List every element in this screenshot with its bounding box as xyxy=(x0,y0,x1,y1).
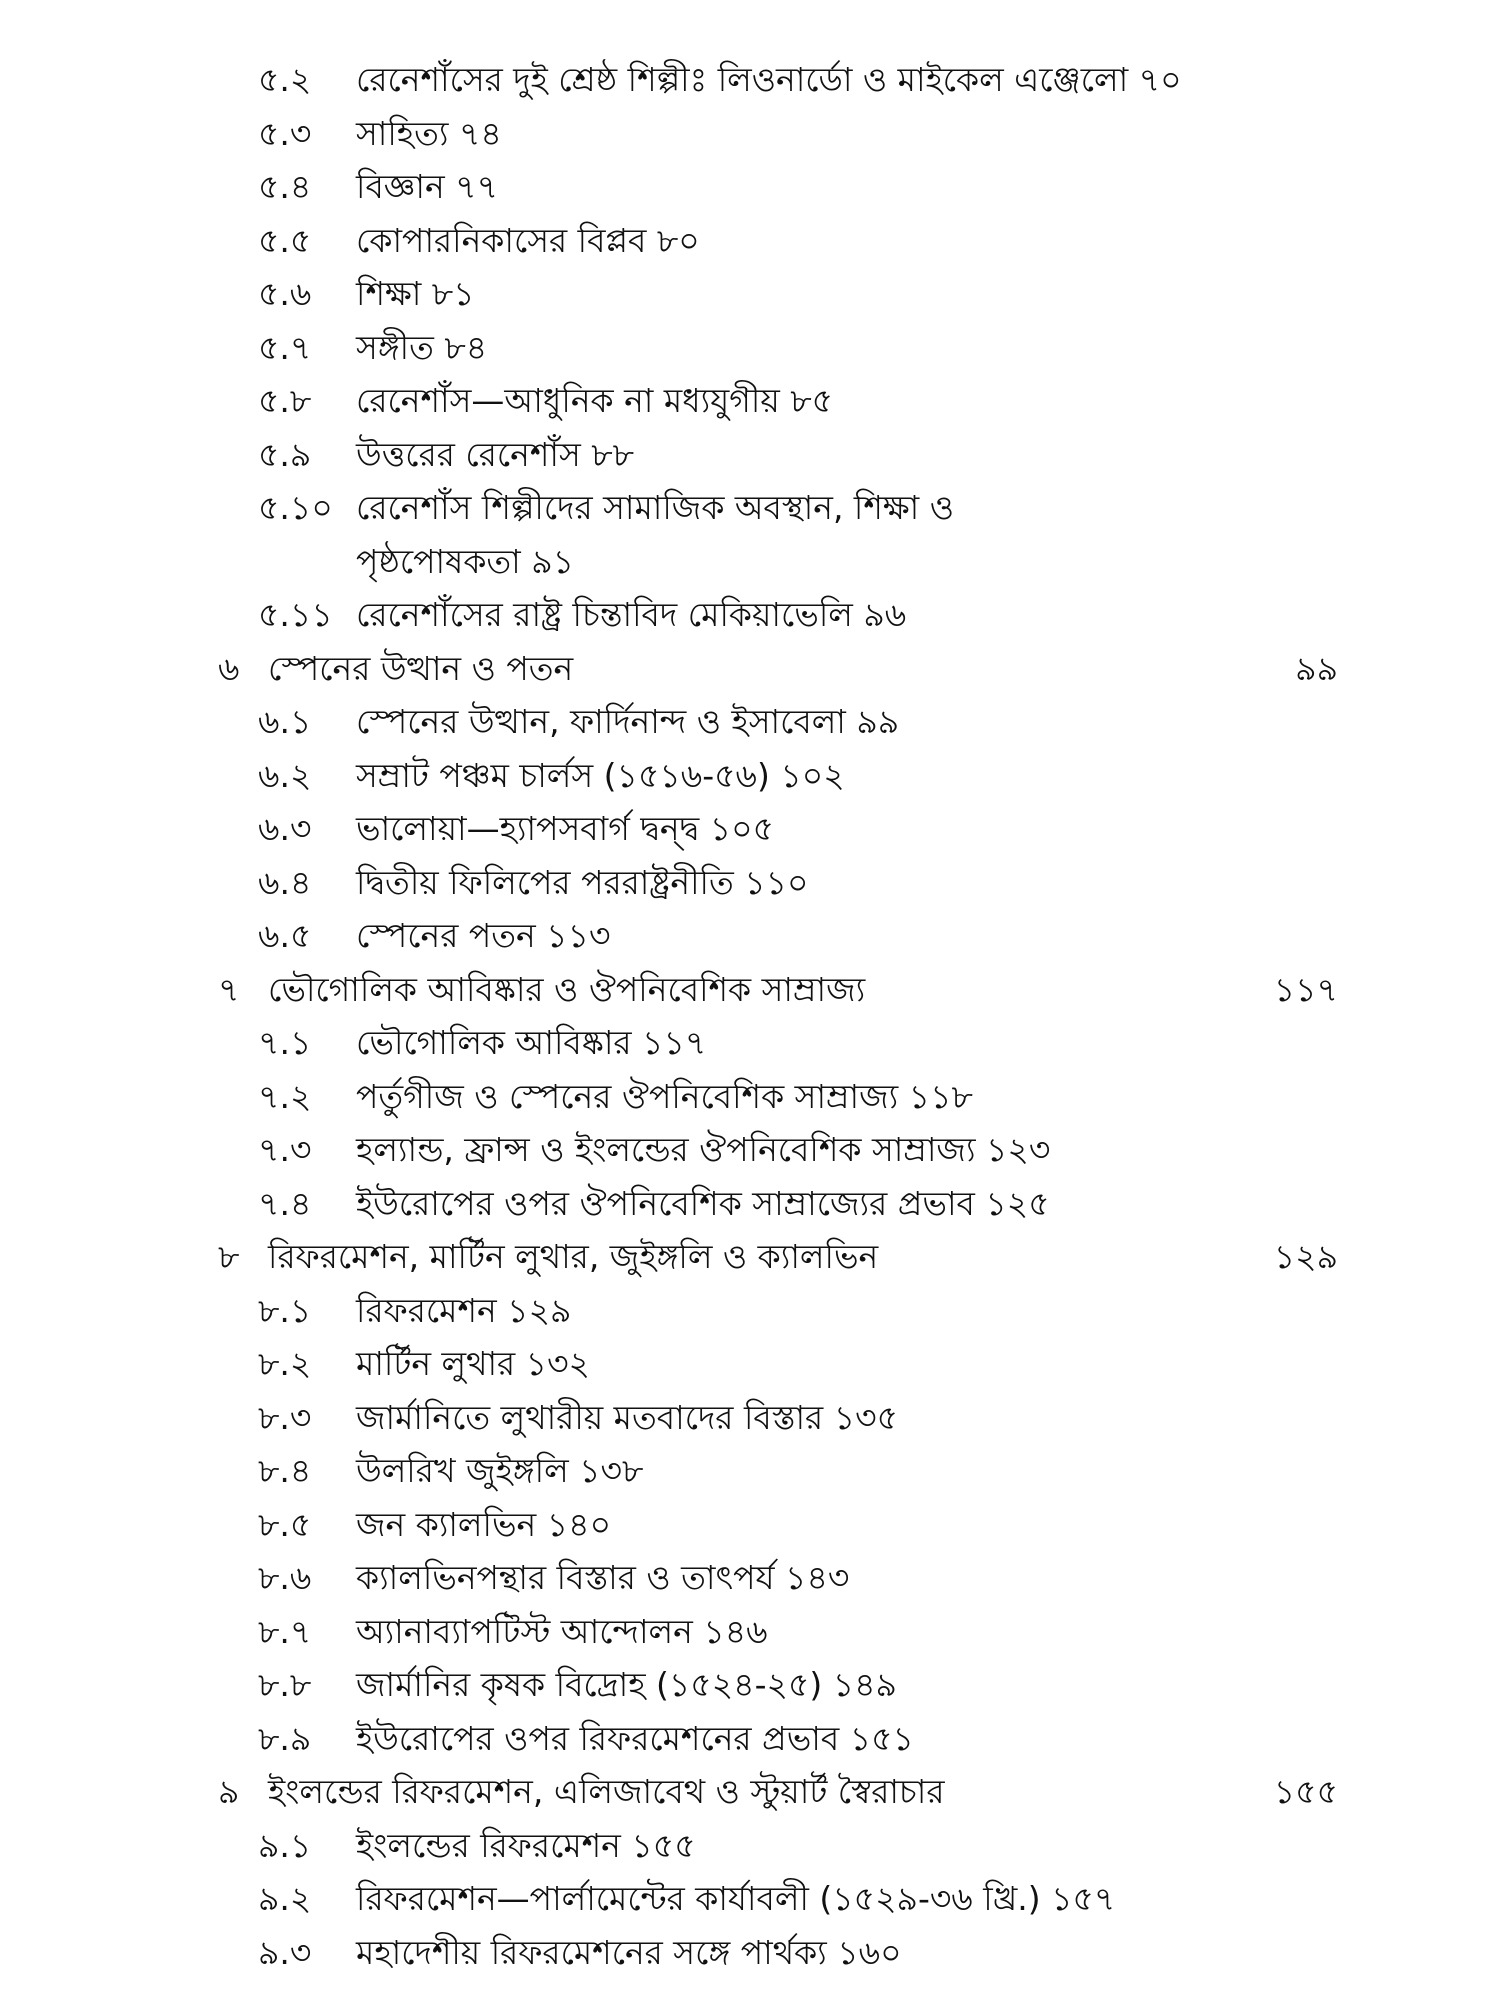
chapter-title: ইংলন্ডের রিফরমেশন, এলিজাবেথ ও স্টুয়ার্ট স্বৈরাচার xyxy=(268,1772,945,1811)
section-number: ৮.২ xyxy=(258,1344,312,1383)
section-number: ৮.৪ xyxy=(258,1451,312,1490)
section-title: শিক্ষা ৮১ xyxy=(356,274,475,313)
section-number: ৮.৫ xyxy=(258,1504,312,1544)
section-title: রেনেশাঁসের দুই শ্রেষ্ঠ শিল্পীঃ লিওনার্ডো ও মাইকেল এঞ্জেলো ৭০ xyxy=(356,60,1182,99)
section-number: ৫.৫ xyxy=(258,220,312,260)
chapter-number: ৭ xyxy=(218,969,240,1009)
section-title: পৃষ্ঠপোষকতা ৯১ xyxy=(356,541,575,581)
section-number: ৭.১ xyxy=(258,1023,312,1062)
section-title: ক্যালভিনপন্থার বিস্তার ও তাৎপর্য ১৪৩ xyxy=(356,1558,850,1597)
chapter-entry xyxy=(218,1231,1338,1283)
section-title: ভালোয়া—হ্যাপসবার্গ দ্বন্দ্ব ১০৫ xyxy=(356,809,775,848)
section-number: ৫.৩ xyxy=(258,113,312,153)
chapter-page-number: ১১৭ xyxy=(1273,969,1338,1009)
section-title: ইংলন্ডের রিফরমেশন ১৫৫ xyxy=(356,1825,696,1865)
chapter-number: ৯ xyxy=(218,1772,240,1811)
section-number: ৫.৪ xyxy=(258,167,312,206)
chapter-title: ভৌগোলিক আবিষ্কার ও ঔপনিবেশিক সাম্রাজ্য xyxy=(268,969,866,1009)
section-number: ৬.৫ xyxy=(258,916,312,955)
section-title: দ্বিতীয় ফিলিপের পররাষ্ট্রনীতি ১১০ xyxy=(356,862,809,902)
section-title: জার্মানিতে লুথারীয় মতবাদের বিস্তার ১৩৫ xyxy=(356,1397,898,1437)
section-number: ৫.৯ xyxy=(258,434,312,474)
chapter-entry xyxy=(218,643,1338,695)
chapter-number: ৬ xyxy=(218,648,240,688)
section-number: ৫.২ xyxy=(258,60,312,99)
section-title: উলরিখ জুইঙ্গলি ১৩৮ xyxy=(356,1451,644,1490)
section-title: অ্যানাব্যাপটিস্ট আন্দোলন ১৪৬ xyxy=(356,1611,768,1651)
section-number: ৫.৬ xyxy=(258,274,312,313)
section-number: ৬.১ xyxy=(258,702,312,741)
chapter-page-number: ১৫৫ xyxy=(1273,1772,1338,1811)
section-number: ৬.৩ xyxy=(258,809,312,848)
section-number: ৮.৯ xyxy=(258,1718,312,1758)
section-title: রিফরমেশন ১২৯ xyxy=(356,1290,572,1330)
section-number: ৯.২ xyxy=(258,1879,312,1918)
chapter-title: রিফরমেশন, মার্টিন লুথার, জুইঙ্গলি ও ক্যালভিন xyxy=(268,1237,879,1276)
section-title: সঙ্গীত ৮৪ xyxy=(356,327,488,367)
section-number: ৫.১১ xyxy=(258,595,333,634)
section-title: রিফরমেশন—পার্লামেন্টের কার্যাবলী (১৫২৯-৩৬ খ্রি.) ১৫৭ xyxy=(356,1879,1116,1918)
chapter-page-number: ১২৯ xyxy=(1273,1237,1338,1276)
chapter-entry xyxy=(218,1766,1338,1818)
section-title: হল্যান্ড, ফ্রান্স ও ইংলন্ডের ঔপনিবেশিক সাম্রাজ্য ১২৩ xyxy=(356,1130,1051,1169)
section-number: ৫.১০ xyxy=(258,488,333,527)
section-number: ৯.১ xyxy=(258,1825,312,1865)
chapter-entry xyxy=(218,964,1338,1016)
section-title: রেনেশাঁস শিল্পীদের সামাজিক অবস্থান, শিক্ষা ও xyxy=(356,488,954,527)
section-number: ৬.২ xyxy=(258,755,312,795)
section-number: ৮.৬ xyxy=(258,1558,312,1597)
section-title: সম্রাট পঞ্চম চার্লস (১৫১৬-৫৬) ১০২ xyxy=(356,755,845,795)
section-number: ৮.৩ xyxy=(258,1397,312,1437)
section-title: কোপারনিকাসের বিপ্লব ৮০ xyxy=(356,220,700,260)
section-title: জার্মানির কৃষক বিদ্রোহ (১৫২৪-২৫) ১৪৯ xyxy=(356,1665,897,1704)
section-title: ভৌগোলিক আবিষ্কার ১১৭ xyxy=(356,1023,707,1062)
chapter-number: ৮ xyxy=(218,1237,240,1276)
section-title: মার্টিন লুথার ১৩২ xyxy=(356,1344,590,1383)
section-number: ৮.৭ xyxy=(258,1611,312,1651)
section-title: উত্তরের রেনেশাঁস ৮৮ xyxy=(356,434,635,474)
section-title: ইউরোপের ওপর রিফরমেশনের প্রভাব ১৫১ xyxy=(356,1718,914,1758)
section-title: মহাদেশীয় রিফরমেশনের সঙ্গে পার্থক্য ১৬০ xyxy=(356,1932,902,1972)
section-number: ৭.৩ xyxy=(258,1130,312,1169)
section-number: ৮.১ xyxy=(258,1290,312,1330)
section-title: জন ক্যালভিন ১৪০ xyxy=(356,1504,612,1544)
section-title: রেনেশাঁসের রাষ্ট্র চিন্তাবিদ মেকিয়াভেলি ৯৬ xyxy=(356,595,907,634)
section-title: স্পেনের উত্থান, ফার্দিনান্দ ও ইসাবেলা ৯৯ xyxy=(356,702,900,741)
section-number: ৫.৭ xyxy=(258,327,312,367)
chapter-page-number: ৯৯ xyxy=(1295,648,1338,688)
toc-continuation-line xyxy=(356,536,574,588)
section-number: ৫.৮ xyxy=(258,381,312,420)
section-title: ইউরোপের ওপর ঔপনিবেশিক সাম্রাজ্যের প্রভাব ১২৫ xyxy=(356,1183,1050,1223)
section-title: স্পেনের পতন ১১৩ xyxy=(356,916,611,955)
section-number: ৭.৪ xyxy=(258,1183,312,1223)
section-number: ৭.২ xyxy=(258,1076,312,1116)
section-title: পর্তুগীজ ও স্পেনের ঔপনিবেশিক সাম্রাজ্য ১১৮ xyxy=(356,1076,973,1116)
chapter-title: স্পেনের উত্থান ও পতন xyxy=(268,648,574,688)
section-title: রেনেশাঁস—আধুনিক না মধ্যযুগীয় ৮৫ xyxy=(356,381,834,420)
section-number: ৮.৮ xyxy=(258,1665,312,1704)
section-number: ৬.৪ xyxy=(258,862,312,902)
section-title: বিজ্ঞান ৭৭ xyxy=(356,167,499,206)
section-number: ৯.৩ xyxy=(258,1932,312,1972)
section-title: সাহিত্য ৭৪ xyxy=(356,113,502,153)
